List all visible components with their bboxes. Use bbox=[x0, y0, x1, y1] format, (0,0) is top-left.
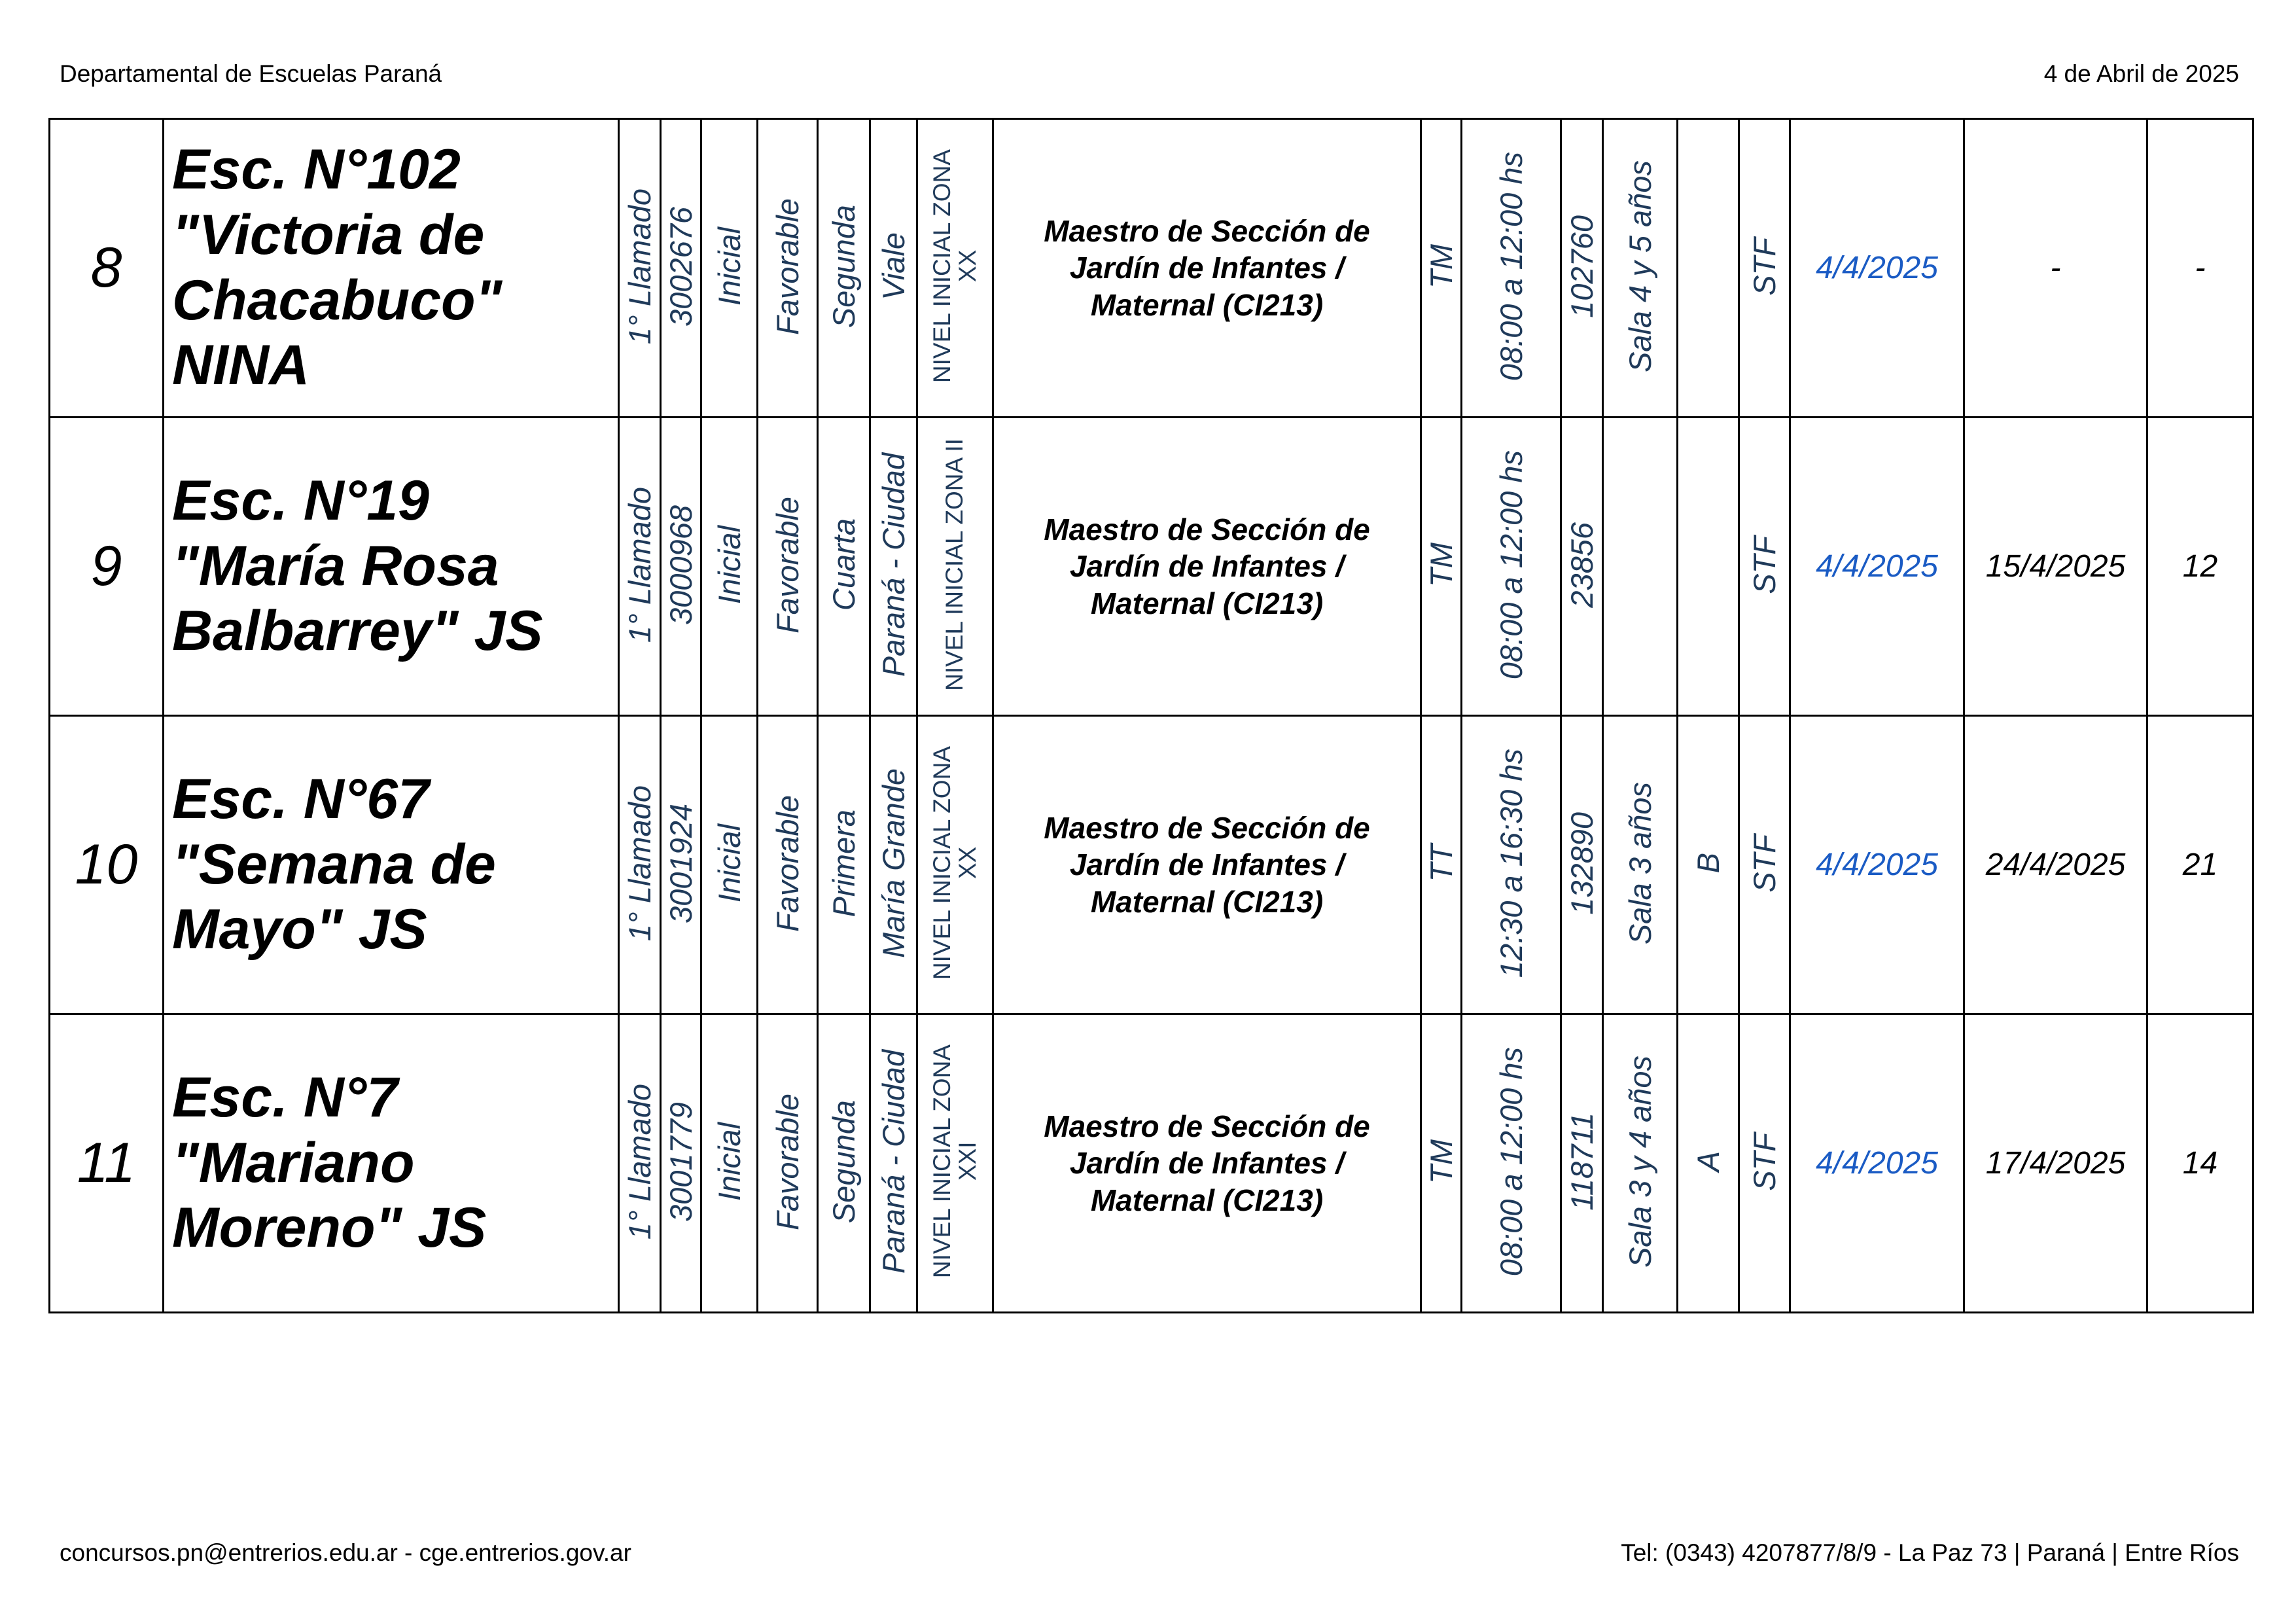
fecha-cierre-cell bbox=[1964, 418, 2147, 716]
school-name bbox=[164, 119, 619, 418]
cargo-line: Jardín de Infantes / bbox=[1069, 251, 1345, 285]
cargo bbox=[993, 716, 1421, 1014]
dias-cell bbox=[2147, 119, 2253, 418]
sala-cell bbox=[1603, 716, 1678, 1014]
seccion-cell bbox=[1678, 119, 1739, 418]
codigo-cell bbox=[661, 418, 701, 716]
dias: 12 bbox=[2182, 549, 2218, 584]
plaza-cell bbox=[1561, 119, 1603, 418]
zona-line: NIVEL INICIAL ZONA II bbox=[941, 438, 968, 691]
dias-cell bbox=[2147, 418, 2253, 716]
localidad-cell bbox=[870, 1014, 917, 1313]
fecha-cierre-cell bbox=[1964, 119, 2147, 418]
nivel: Inicial bbox=[712, 823, 747, 903]
cargo-line: Maternal (CI213) bbox=[1090, 586, 1324, 620]
horario: 12:30 a 16:30 hs bbox=[1494, 748, 1528, 978]
tipo-cell bbox=[758, 1014, 818, 1313]
codigo-cell bbox=[661, 1014, 701, 1313]
plaza: 23856 bbox=[1564, 522, 1599, 608]
footer-contact-address: Tel: (0343) 4207877/8/9 - La Paz 73 | Paraná | Entre Ríos bbox=[1621, 1539, 2239, 1566]
turno-cell bbox=[1421, 119, 1462, 418]
nivel-cell bbox=[701, 716, 758, 1014]
zona-line: NIVEL INICIAL ZONA bbox=[928, 149, 955, 383]
zona-line: XX bbox=[953, 847, 981, 880]
localidad: Paraná - Ciudad bbox=[876, 452, 911, 677]
fecha-publicacion: 4/4/2025 bbox=[1816, 549, 1938, 584]
sala: Sala 3 y 4 años bbox=[1623, 1056, 1657, 1268]
school-line: "Semana de bbox=[172, 832, 496, 896]
nivel-cell bbox=[701, 1014, 758, 1313]
school-code: 3000968 bbox=[663, 505, 698, 625]
localidad-cell bbox=[870, 418, 917, 716]
school-name bbox=[164, 1014, 619, 1313]
localidad-cell bbox=[870, 716, 917, 1014]
zona-line: NIVEL INICIAL ZONA bbox=[928, 1044, 955, 1279]
seccion-cell bbox=[1678, 716, 1739, 1014]
row-number-cell bbox=[50, 119, 164, 418]
cargo-line: Maestro de Sección de bbox=[1044, 214, 1370, 249]
cargo bbox=[993, 1014, 1421, 1313]
situacion-cell bbox=[1739, 119, 1790, 418]
zona bbox=[930, 1044, 981, 1278]
horario: 08:00 a 12:00 hs bbox=[1494, 450, 1528, 680]
localidad-cell bbox=[870, 119, 917, 418]
turno: TM bbox=[1424, 1139, 1458, 1184]
zona bbox=[930, 149, 981, 383]
horario-cell bbox=[1462, 119, 1561, 418]
sala-cell bbox=[1603, 1014, 1678, 1313]
table-row bbox=[50, 716, 2253, 1014]
plaza-cell bbox=[1561, 418, 1603, 716]
school-line: "Mariano bbox=[172, 1131, 415, 1194]
situacion: STF bbox=[1747, 535, 1782, 594]
turno: TT bbox=[1424, 844, 1458, 882]
sala: Sala 4 y 5 años bbox=[1623, 160, 1657, 372]
row-number: 9 bbox=[90, 535, 122, 597]
table-row bbox=[50, 119, 2253, 418]
tipo: Favorable bbox=[770, 198, 805, 335]
school-line: "María Rosa bbox=[172, 534, 499, 597]
horario-cell bbox=[1462, 716, 1561, 1014]
llamado-cell bbox=[619, 119, 661, 418]
dias: 14 bbox=[2182, 1146, 2218, 1181]
turno: TM bbox=[1424, 543, 1458, 587]
header-left: Departamental de Escuelas Paraná bbox=[60, 60, 442, 87]
cargo-line: Maternal (CI213) bbox=[1090, 1183, 1324, 1217]
tipo: Favorable bbox=[770, 496, 805, 633]
school-line: "Victoria de bbox=[172, 203, 485, 266]
situacion-cell bbox=[1739, 418, 1790, 716]
situacion-cell bbox=[1739, 1014, 1790, 1313]
row-number: 11 bbox=[77, 1132, 136, 1194]
fecha-publicacion: 4/4/2025 bbox=[1816, 1146, 1938, 1181]
turno-cell bbox=[1421, 418, 1462, 716]
llamado-cell bbox=[619, 1014, 661, 1313]
horario-cell bbox=[1462, 1014, 1561, 1313]
tipo-cell bbox=[758, 716, 818, 1014]
row-number: 10 bbox=[75, 833, 138, 896]
plaza: 118711 bbox=[1564, 1113, 1599, 1211]
situacion: STF bbox=[1747, 1132, 1782, 1191]
zona-cell bbox=[917, 119, 993, 418]
sala-cell bbox=[1603, 418, 1678, 716]
zona-cell bbox=[917, 1014, 993, 1313]
fecha-publicacion-cell bbox=[1790, 1014, 1964, 1313]
cargo-line: Maternal (CI213) bbox=[1090, 884, 1324, 919]
row-number-cell bbox=[50, 1014, 164, 1313]
fecha-publicacion-cell bbox=[1790, 418, 1964, 716]
categoria: Cuarta bbox=[826, 518, 861, 611]
school-line: NINA bbox=[172, 334, 310, 397]
table-row bbox=[50, 1014, 2253, 1313]
categoria-cell bbox=[818, 418, 870, 716]
horario-cell bbox=[1462, 418, 1561, 716]
tipo: Favorable bbox=[770, 1093, 805, 1230]
sala-cell bbox=[1603, 119, 1678, 418]
school-line: Esc. N°102 bbox=[172, 138, 461, 201]
dias-cell bbox=[2147, 1014, 2253, 1313]
llamado: 1° Llamado bbox=[622, 1083, 657, 1240]
cargo-line: Maestro de Sección de bbox=[1044, 512, 1370, 547]
categoria: Segunda bbox=[826, 1099, 861, 1224]
school-code: 3001779 bbox=[663, 1101, 698, 1222]
plaza: 132890 bbox=[1564, 812, 1599, 915]
cargo bbox=[993, 119, 1421, 418]
fecha-cierre: 24/4/2025 bbox=[1985, 847, 2126, 882]
cargo-line: Maestro de Sección de bbox=[1044, 1109, 1370, 1144]
localidad: Viale bbox=[876, 232, 911, 300]
situacion: STF bbox=[1747, 237, 1782, 296]
zona-cell bbox=[917, 716, 993, 1014]
zona bbox=[942, 438, 968, 691]
zona-cell bbox=[917, 418, 993, 716]
header-date: 4 de Abril de 2025 bbox=[2043, 60, 2239, 87]
fecha-cierre: - bbox=[2050, 251, 2061, 285]
fecha-publicacion-cell bbox=[1790, 716, 1964, 1014]
nivel-cell bbox=[701, 119, 758, 418]
fecha-publicacion-cell bbox=[1790, 119, 1964, 418]
school-line: Esc. N°67 bbox=[172, 767, 429, 830]
nivel: Inicial bbox=[712, 525, 747, 605]
seccion-cell bbox=[1678, 418, 1739, 716]
zona-line: NIVEL INICIAL ZONA bbox=[928, 746, 955, 980]
turno-cell bbox=[1421, 1014, 1462, 1313]
situacion: STF bbox=[1747, 834, 1782, 893]
table-row bbox=[50, 418, 2253, 716]
llamado: 1° Llamado bbox=[622, 486, 657, 643]
turno: TM bbox=[1424, 244, 1458, 289]
zona-line: XXI bbox=[953, 1142, 981, 1181]
cargo-line: Jardín de Infantes / bbox=[1069, 1146, 1345, 1181]
school-line: Esc. N°19 bbox=[172, 469, 429, 532]
plaza-cell bbox=[1561, 1014, 1603, 1313]
localidad: María Grande bbox=[876, 768, 911, 958]
llamado: 1° Llamado bbox=[622, 785, 657, 942]
plaza-cell bbox=[1561, 716, 1603, 1014]
dias: - bbox=[2195, 251, 2206, 285]
school-line: Chacabuco" bbox=[172, 268, 503, 332]
school-name bbox=[164, 418, 619, 716]
situacion-cell bbox=[1739, 716, 1790, 1014]
cargo-line: Jardín de Infantes / bbox=[1069, 549, 1345, 584]
seccion: B bbox=[1691, 853, 1725, 874]
cargo-line: Maternal (CI213) bbox=[1090, 287, 1324, 322]
dias-cell bbox=[2147, 716, 2253, 1014]
footer-contact-email: concursos.pn@entrerios.edu.ar - cge.entrerios.gov.ar bbox=[60, 1539, 631, 1566]
llamado: 1° Llamado bbox=[622, 188, 657, 345]
horario: 08:00 a 12:00 hs bbox=[1494, 151, 1528, 382]
tipo: Favorable bbox=[770, 794, 805, 932]
school-line: Balbarrey" JS bbox=[172, 599, 543, 663]
tipo-cell bbox=[758, 119, 818, 418]
fecha-cierre-cell bbox=[1964, 716, 2147, 1014]
vacancy-table bbox=[48, 118, 2254, 1313]
fecha-cierre-cell bbox=[1964, 1014, 2147, 1313]
dias: 21 bbox=[2182, 847, 2218, 882]
horario: 08:00 a 12:00 hs bbox=[1494, 1046, 1528, 1277]
codigo-cell bbox=[661, 716, 701, 1014]
llamado-cell bbox=[619, 716, 661, 1014]
cargo-line: Jardín de Infantes / bbox=[1069, 847, 1345, 882]
school-code: 3001924 bbox=[663, 803, 698, 923]
school-line: Moreno" JS bbox=[172, 1196, 487, 1260]
seccion: A bbox=[1691, 1151, 1725, 1172]
fecha-cierre: 17/4/2025 bbox=[1985, 1146, 2126, 1181]
school-line: Mayo" JS bbox=[172, 898, 427, 961]
school-name bbox=[164, 716, 619, 1014]
row-number-cell bbox=[50, 716, 164, 1014]
row-number: 8 bbox=[90, 236, 122, 299]
cargo bbox=[993, 418, 1421, 716]
school-code: 3002676 bbox=[663, 206, 698, 327]
categoria-cell bbox=[818, 716, 870, 1014]
categoria-cell bbox=[818, 119, 870, 418]
turno-cell bbox=[1421, 716, 1462, 1014]
seccion-cell bbox=[1678, 1014, 1739, 1313]
row-number-cell bbox=[50, 418, 164, 716]
tipo-cell bbox=[758, 418, 818, 716]
categoria: Primera bbox=[826, 809, 861, 918]
codigo-cell bbox=[661, 119, 701, 418]
fecha-cierre: 15/4/2025 bbox=[1985, 549, 2126, 584]
categoria: Segunda bbox=[826, 204, 861, 329]
sala: Sala 3 años bbox=[1623, 781, 1657, 945]
nivel-cell bbox=[701, 418, 758, 716]
nivel: Inicial bbox=[712, 1122, 747, 1202]
nivel: Inicial bbox=[712, 226, 747, 306]
fecha-publicacion: 4/4/2025 bbox=[1816, 251, 1938, 285]
zona-line: XX bbox=[953, 250, 981, 283]
localidad: Paraná - Ciudad bbox=[876, 1049, 911, 1274]
categoria-cell bbox=[818, 1014, 870, 1313]
plaza: 102760 bbox=[1564, 215, 1599, 318]
zona bbox=[930, 746, 981, 980]
fecha-publicacion: 4/4/2025 bbox=[1816, 847, 1938, 882]
cargo-line: Maestro de Sección de bbox=[1044, 811, 1370, 846]
llamado-cell bbox=[619, 418, 661, 716]
school-line: Esc. N°7 bbox=[172, 1065, 398, 1129]
